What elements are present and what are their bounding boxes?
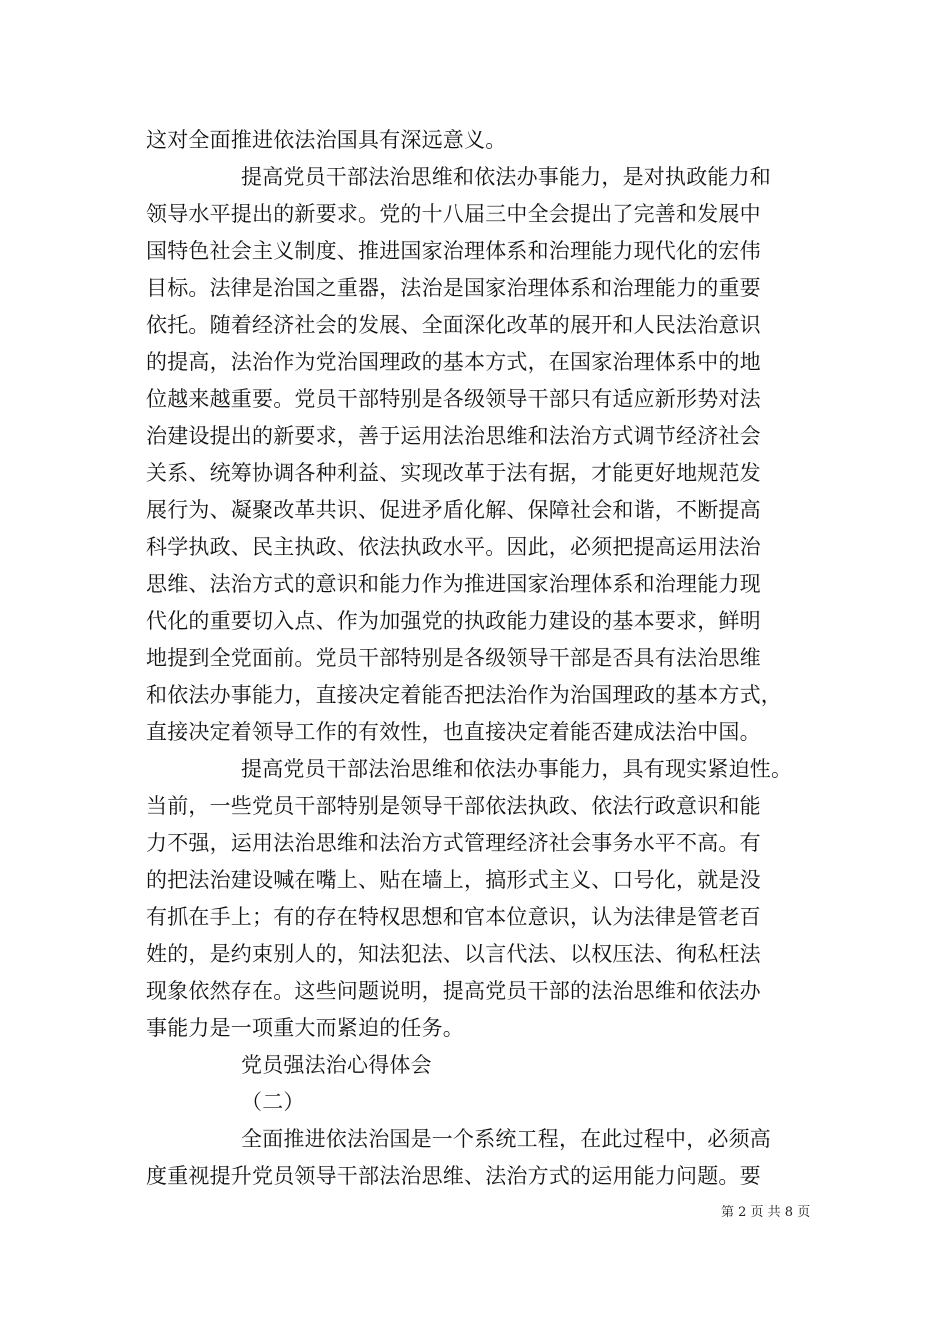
paragraph-start-line: 提高党员干部法治思维和依法办事能力，具有现实紧迫性。 — [241, 757, 793, 781]
text-line: 地提到全党面前。党员干部特别是各级领导干部是否具有法治思维 — [146, 646, 761, 670]
text-line: 代化的重要切入点、作为加强党的执政能力建设的基本要求，鲜明 — [146, 609, 761, 633]
text-line: 度重视提升党员领导干部法治思维、法治方式的运用能力问题。要 — [146, 1164, 761, 1188]
text-line: 领导水平提出的新要求。党的十八届三中全会提出了完善和发展中 — [146, 202, 761, 226]
text-line: 的提高，法治作为党治国理政的基本方式，在国家治理体系中的地 — [146, 350, 761, 374]
text-line: 位越来越重要。党员干部特别是各级领导干部只有适应新形势对法 — [146, 387, 761, 411]
paragraph-start-line: 全面推进依法治国是一个系统工程，在此过程中，必须高 — [241, 1127, 771, 1151]
text-line: 和依法办事能力，直接决定着能否把法治作为治国理政的基本方式， — [146, 683, 782, 707]
text-line: 国特色社会主义制度、推进国家治理体系和治理能力现代化的宏伟 — [146, 239, 761, 263]
text-line: 目标。法律是治国之重器，法治是国家治理体系和治理能力的重要 — [146, 276, 761, 300]
paragraph-start-line: 提高党员干部法治思维和依法办事能力，是对执政能力和 — [241, 165, 771, 189]
section-title: 党员强法治心得体会 — [241, 1053, 432, 1077]
text-line: 治建设提出的新要求，善于运用法治思维和法治方式调节经济社会 — [146, 424, 761, 448]
text-line: 现象依然存在。这些问题说明，提高党员干部的法治思维和依法办 — [146, 979, 761, 1003]
text-line: 这对全面推进依法治国具有深远意义。 — [146, 128, 507, 152]
text-line: 姓的，是约束别人的，知法犯法、以言代法、以权压法、徇私枉法 — [146, 942, 761, 966]
text-line: 科学执政、民主执政、依法执政水平。因此，必须把提高运用法治 — [146, 535, 761, 559]
text-line: 有抓在手上；有的存在特权思想和官本位意识，认为法律是管老百 — [146, 905, 761, 929]
text-line: 依托。随着经济社会的发展、全面深化改革的展开和人民法治意识 — [146, 313, 761, 337]
text-line: 力不强，运用法治思维和法治方式管理经济社会事务水平不高。有 — [146, 831, 761, 855]
text-line: 当前，一些党员干部特别是领导干部依法执政、依法行政意识和能 — [146, 794, 761, 818]
text-line: 思维、法治方式的意识和能力作为推进国家治理体系和治理能力现 — [146, 572, 761, 596]
text-line: 展行为、凝聚改革共识、促进矛盾化解、保障社会和谐，不断提高 — [146, 498, 761, 522]
text-line: 事能力是一项重大而紧迫的任务。 — [146, 1016, 464, 1040]
text-line: 关系、统筹协调各种利益、实现改革于法有据，才能更好地规范发 — [146, 461, 761, 485]
section-number: （二） — [241, 1090, 305, 1114]
document-body — [146, 122, 822, 1195]
text-line: 的把法治建设喊在嘴上、贴在墙上，搞形式主义、口号化，就是没 — [146, 868, 761, 892]
page-number-footer: 第 2 页 共 8 页 — [721, 1205, 811, 1220]
text-line: 直接决定着领导工作的有效性，也直接决定着能否建成法治中国。 — [146, 720, 761, 744]
